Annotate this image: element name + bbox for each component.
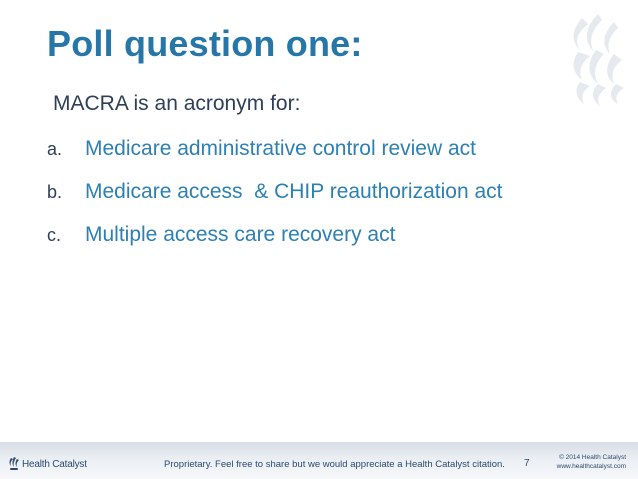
logo-text: Health Catalyst [22,458,87,470]
flame-logo-icon [568,12,628,106]
copyright-line: © 2014 Health Catalyst [559,454,626,461]
poll-question: MACRA is an acronym for: [53,92,301,115]
slide-title: Poll question one: [47,23,363,64]
option-text: Medicare access & CHIP reauthorization act [85,180,503,203]
copyright [557,453,626,471]
health-catalyst-flame-icon [9,457,19,471]
option-c [47,223,395,247]
page-number: 7 [524,458,530,469]
option-letter: c. [47,225,62,245]
citation-note: Proprietary. Feel free to share but we would appreciate a Health Catalyst citation. [164,459,505,470]
footer-bar [0,442,638,479]
option-text: Multiple access care recovery act [85,223,396,246]
website-line: www.healthcatalyst.com [556,463,626,470]
option-a [47,137,476,161]
option-letter: a. [47,139,63,159]
option-letter: b. [47,182,63,202]
option-text: Medicare administrative control review act [85,137,476,160]
health-catalyst-logo [9,457,87,471]
option-b [47,180,502,204]
